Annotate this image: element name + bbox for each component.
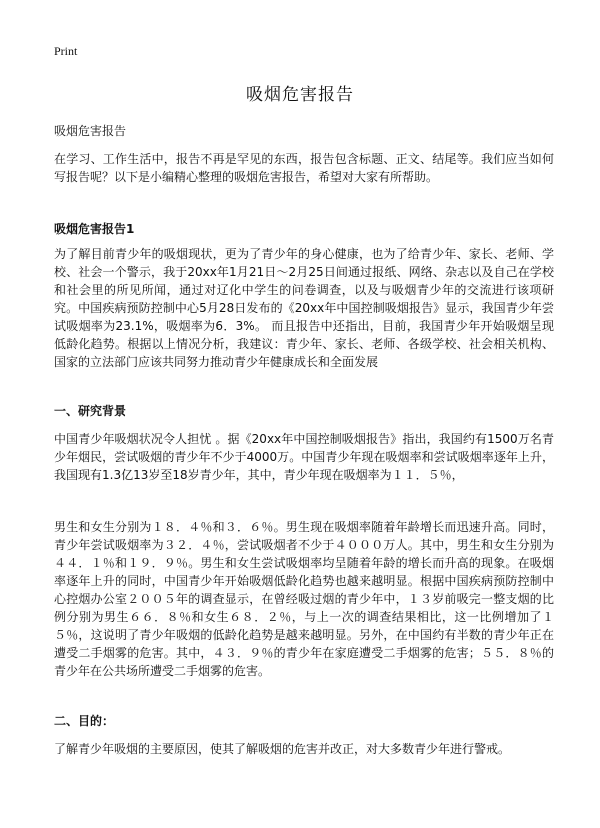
section-heading-report1: 吸烟危害报告1 xyxy=(54,222,135,236)
purpose-paragraph: 了解青少年吸烟的主要原因，使其了解吸烟的危害并改正，对大多数青少年进行警戒。 xyxy=(54,742,511,756)
section-heading-purpose: 二、目的： xyxy=(54,714,115,728)
background-paragraph-2: 男生和女生分别为１８．４％和３．６％。男生现在吸烟率随着年龄增长而迅速升高。同时，青少年尝试吸烟率为３２．４％，尝试吸烟者不少于４０００万人。其中，男生和女生分别为４４．１％和１９．９％。男生和女生尝试吸烟率均呈随着年龄的增长而升高的现象。在吸烟率逐年上升的同时，中国青少年开始吸烟低龄化趋势也越来越明显。根据中国疾病预防控制中心控烟办公室２００５年的调查显示，在曾经吸过烟的青少年中，１３岁前吸完一整支烟的比例分别为男生６６．８％和女生６８．２％，与上一次的调查结果相比，这一比例增加了１５％，这说明了青少年吸烟的低龄化趋势是越来越明显。另外，在中国约有半数的青少年正在遭受二手烟雾的危害。其中，４３．９％的青少年在家庭遭受二手烟雾的危害；５５．８％的青少年在公共场所遭受二手烟雾的危害。 xyxy=(54,520,554,678)
background-paragraph-1: 中国青少年吸烟状况令人担忧 。据《20xx年中国控制吸烟报告》指出，我国约有1500万名青少年烟民，尝试吸烟的青少年不少于4000万。中国青少年现在吸烟率和尝试吸烟率逐年上升，我国现有1.3亿13岁至18岁青少年，其中，青少年现在吸烟率为１１．５％， xyxy=(54,432,554,482)
section-heading-background: 一、研究背景 xyxy=(54,404,127,418)
report1-paragraph: 为了解目前青少年的吸烟现状，更为了青少年的身心健康，也为了给青少年、家长、老师、学校、社会一个警示，我于20xx年1月21日～2月25日间通过报纸、网络、杂志以及自己在学校和社会里的所见所闻，通过对辽化中学生的问卷调查，以及与吸烟青少年的交流进行该项研究。中国疾病预防控制中心5月28日发布的《20xx年中国控制吸烟报告》显示，我国青少年尝试吸烟率为23.1%，吸烟率为6．3%。 而且报告中还指出，目前，我国青少年开始吸烟呈现低龄化趋势。根据以上情况分析，我建议：青少年、家长、老师、各级学校、社会相关机构、国家的立法部门应该共同努力推动青少年健康成长和全面发展 xyxy=(54,247,554,369)
document-subtitle: 吸烟危害报告 xyxy=(54,124,127,138)
intro-paragraph: 在学习、工作生活中，报告不再是罕见的东西，报告包含标题、正文、结尾等。我们应当如何写报告呢？以下是小编精心整理的吸烟危害报告，希望对大家有所帮助。 xyxy=(54,152,554,184)
print-link[interactable]: Print xyxy=(54,44,78,58)
page-title: 吸烟危害报告 xyxy=(246,85,354,105)
